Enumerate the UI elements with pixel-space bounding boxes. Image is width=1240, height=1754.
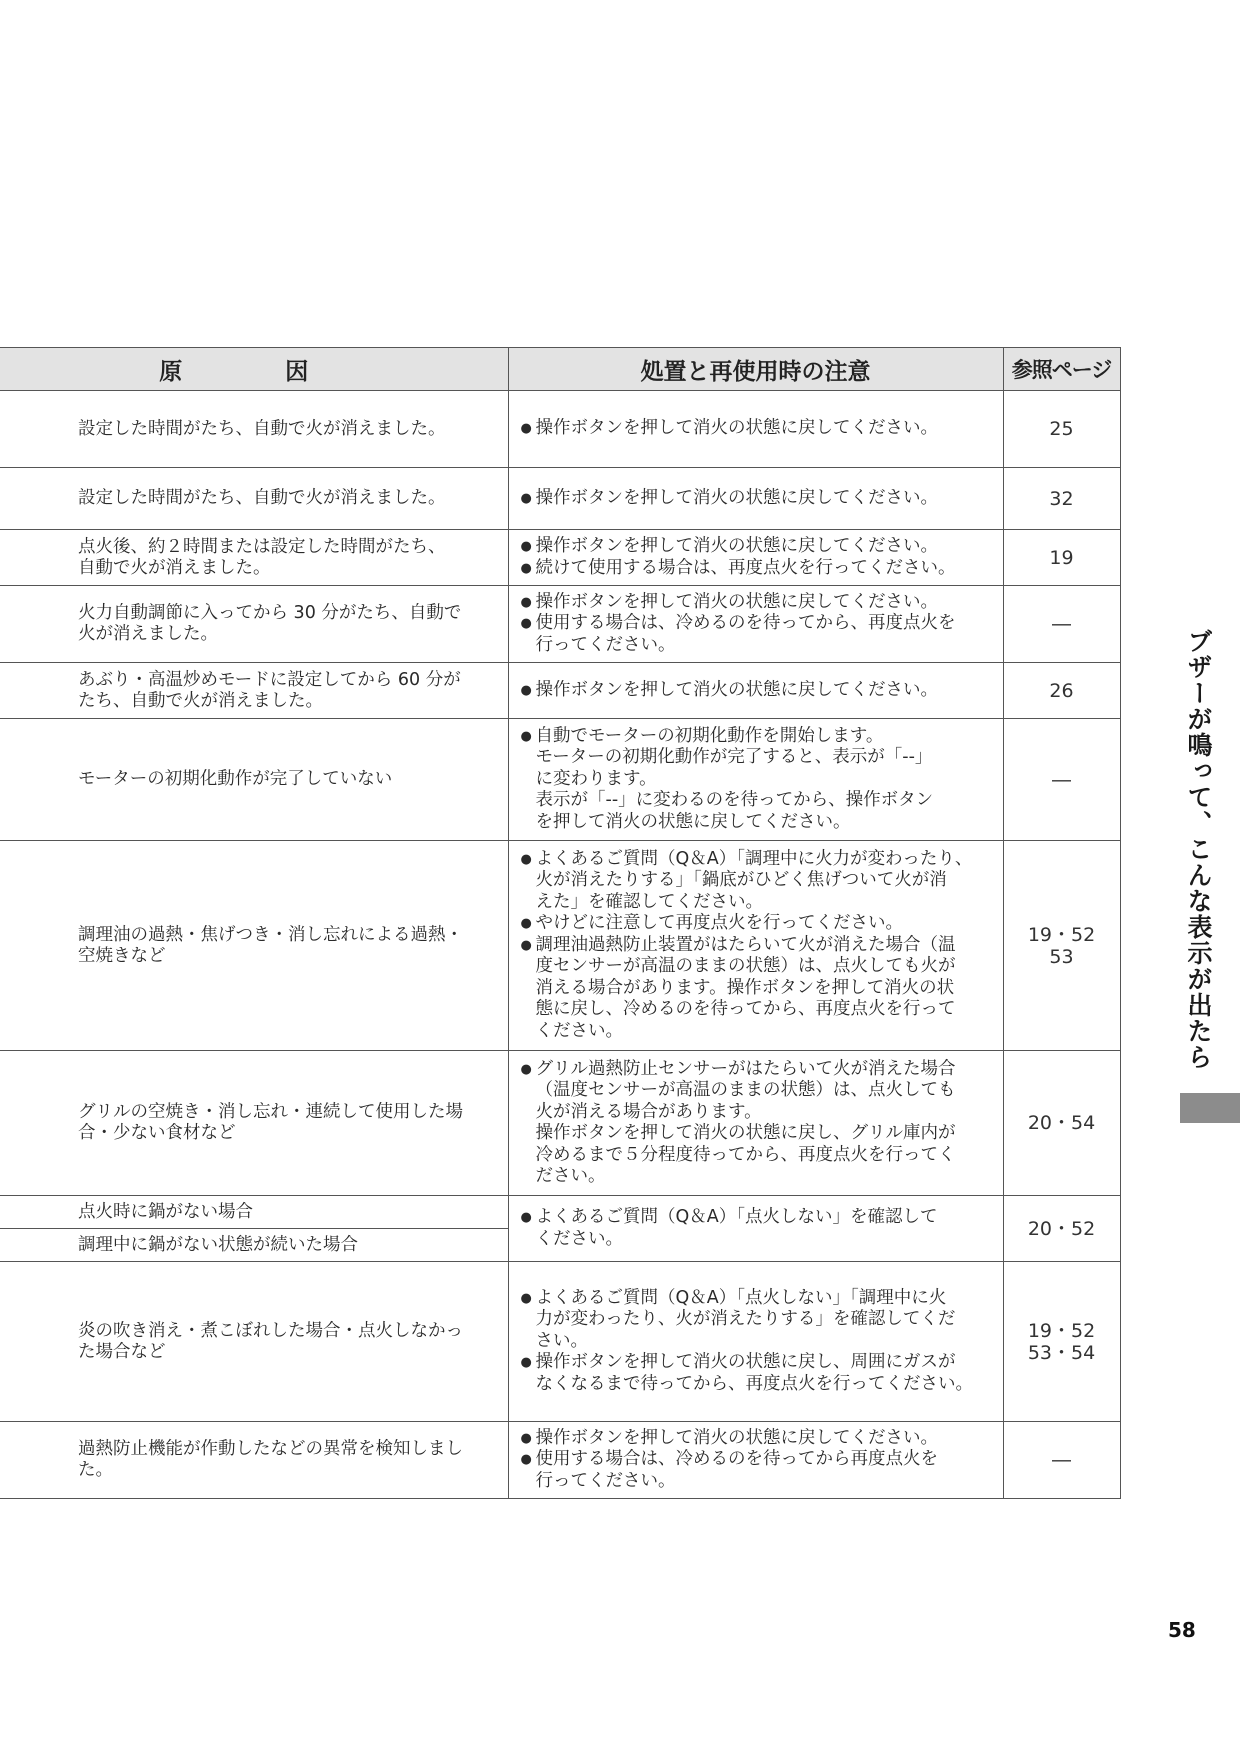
- reference-page-cell: [1003, 1051, 1120, 1196]
- cause-cell: [0, 530, 508, 586]
- cause-cell: [0, 468, 508, 530]
- cause-cell: [0, 663, 508, 719]
- bullet-icon: ●: [520, 1210, 532, 1225]
- action-cell: [508, 1422, 1003, 1499]
- cause-line: 設定した時間がたち、自動で火が消えました。: [78, 488, 446, 508]
- reference-page-cell: [1003, 841, 1120, 1051]
- action-line: 続けて使用する場合は、再度点火を行ってください。: [535, 557, 956, 578]
- action-text: [536, 1428, 995, 1450]
- cause-line: 自動で火が消えました。: [78, 557, 271, 578]
- action-line: よくあるご質問（Q＆A）「点火しない」を確認して: [535, 1207, 938, 1227]
- reference-page-number: 20・54: [1027, 1112, 1096, 1134]
- bullet-icon: ●: [520, 560, 532, 576]
- bullet-icon: ●: [520, 490, 532, 506]
- action-line: 冷めるまで５分程度待ってから、再度点火を行ってく: [535, 1144, 956, 1165]
- side-section-title: ブザーが鳴って、こんな表示が出たら: [1184, 628, 1213, 1070]
- cause-cell: [0, 1262, 508, 1422]
- reference-page-cell: [1003, 468, 1120, 530]
- cause-line: あぶり・高温炒めモードに設定してから 60 分が: [78, 669, 461, 690]
- action-cell: [508, 468, 1003, 530]
- bullet-icon: ●: [520, 1355, 532, 1371]
- table-row: [0, 1051, 1120, 1196]
- action-item: [521, 913, 995, 935]
- cause-line: グリルの空焼き・消し忘れ・連続して使用した場: [78, 1102, 463, 1122]
- action-line: 火が消えたりする」「鍋底がひどく焦げついて火が消: [535, 870, 947, 891]
- action-line: やけどに注意して再度点火を行ってください。: [535, 913, 903, 934]
- reference-page-cell: [1003, 1262, 1120, 1422]
- action-line: 操作ボタンを押して消火の状態に戻してください。: [535, 487, 938, 508]
- action-text: [536, 680, 995, 702]
- cause-cell: [0, 841, 508, 1051]
- action-item: [521, 418, 995, 440]
- cause-line: 点火後、約２時間または設定した時間がたち、: [78, 536, 446, 557]
- table-row: [0, 468, 1120, 530]
- cause-cell: [0, 586, 508, 663]
- reference-page-number: ―: [1052, 613, 1071, 635]
- table-body: [0, 391, 1120, 1499]
- action-text: [536, 1207, 995, 1250]
- cause-line: 合・少ない食材など: [78, 1123, 236, 1143]
- table-row: [0, 663, 1120, 719]
- action-cell: [508, 1262, 1003, 1422]
- action-line: 調理油過熱防止装置がはたらいて火が消えた場合（温: [535, 934, 956, 955]
- bullet-icon: ●: [520, 1452, 532, 1468]
- cause-cell: [0, 1422, 508, 1499]
- action-line: えた」を確認してください。: [535, 891, 763, 912]
- action-line: 操作ボタンを押して消火の状態に戻し、周囲にガスが: [535, 1352, 956, 1373]
- bullet-icon: ●: [520, 1061, 532, 1077]
- reference-page-cell: [1003, 719, 1120, 841]
- action-cell: [508, 391, 1003, 468]
- cause-line: 点火時に鍋がない場合: [78, 1201, 253, 1222]
- cause-line: た場合など: [78, 1341, 166, 1362]
- action-text: [536, 1288, 995, 1353]
- table-row: [0, 1262, 1120, 1422]
- action-item: [521, 1059, 995, 1188]
- action-line: ださい。: [535, 1166, 606, 1186]
- action-text: [536, 592, 995, 614]
- bullet-icon: ●: [520, 1430, 532, 1446]
- action-text: [536, 558, 995, 580]
- reference-page-number: 19・52: [1027, 1319, 1096, 1342]
- action-item: [521, 726, 995, 834]
- action-line: ください。: [535, 1228, 623, 1249]
- table-row: [0, 1196, 1120, 1229]
- action-line: 行ってください。: [535, 1470, 676, 1491]
- action-line: グリル過熱防止センサーがはたらいて火が消えた場合: [535, 1058, 956, 1079]
- action-text: [536, 1352, 995, 1395]
- reference-page-cell: [1003, 391, 1120, 468]
- cause-line: 過熱防止機能が作動したなどの異常を検知しまし: [78, 1439, 463, 1459]
- bullet-icon: ●: [520, 937, 532, 953]
- bullet-icon: ●: [520, 1290, 532, 1306]
- action-line: なくなるまで待ってから、再度点火を行ってください。: [535, 1373, 973, 1394]
- bullet-icon: ●: [520, 421, 532, 437]
- bullet-icon: ●: [520, 682, 532, 698]
- reference-page-number: 32: [1049, 487, 1074, 510]
- reference-page-number: 19: [1049, 546, 1074, 569]
- troubleshooting-table: [0, 347, 1121, 1499]
- reference-page-number: 20・52: [1027, 1217, 1096, 1240]
- page-number: 58: [1168, 1618, 1196, 1642]
- action-line: 度センサーが高温のままの状態）は、点火しても火が: [535, 956, 956, 977]
- cause-line: 調理油の過熱・焦げつき・消し忘れによる過熱・: [78, 924, 463, 945]
- table-header-row: [0, 348, 1120, 391]
- cause-line: 火力自動調節に入ってから 30 分がたち、自動で: [78, 603, 462, 623]
- action-line: に変わります。: [535, 768, 657, 789]
- action-text: [536, 536, 995, 558]
- action-line: を押して消火の状態に戻してください。: [535, 811, 851, 832]
- action-text: [536, 913, 995, 935]
- action-item: [521, 1207, 995, 1250]
- reference-page-number: 26: [1049, 679, 1074, 702]
- action-text: [536, 1449, 995, 1492]
- reference-page-number: ―: [1052, 768, 1071, 791]
- cause-line: たち、自動で火が消えました。: [78, 690, 323, 711]
- action-item: [521, 536, 995, 558]
- cause-line: 調理中に鍋がない状態が続いた場合: [78, 1234, 358, 1255]
- action-item: [521, 1352, 995, 1395]
- action-text: [536, 613, 995, 656]
- action-line: よくあるご質問（Q＆A）「調理中に火力が変わったり、: [535, 848, 973, 869]
- action-line: 操作ボタンを押して消火の状態に戻してください。: [535, 1427, 938, 1448]
- action-cell: [508, 841, 1003, 1051]
- table-row: [0, 391, 1120, 468]
- bullet-icon: ●: [520, 916, 532, 932]
- header-action: 処置と再使用時の注意: [508, 348, 1003, 391]
- table-row: [0, 530, 1120, 586]
- action-cell: [508, 530, 1003, 586]
- bullet-icon: ●: [520, 616, 532, 632]
- action-cell: [508, 1196, 1003, 1262]
- action-item: [521, 849, 995, 914]
- cause-line: 空焼きなど: [78, 945, 166, 966]
- cause-cell: [0, 1229, 508, 1262]
- side-index-tab: [1180, 1093, 1240, 1123]
- bullet-icon: ●: [520, 539, 532, 554]
- reference-page-number: 19・52: [1027, 923, 1096, 946]
- table-row: [0, 1422, 1120, 1499]
- reference-page-number: 25: [1049, 418, 1074, 440]
- action-item: [521, 680, 995, 702]
- action-line: ください。: [535, 1020, 623, 1041]
- action-line: さい。: [535, 1330, 588, 1351]
- action-line: よくあるご質問（Q＆A）「点火しない」「調理中に火: [535, 1287, 947, 1308]
- action-line: 使用する場合は、冷めるのを待ってから再度点火を: [535, 1449, 938, 1470]
- action-line: 操作ボタンを押して消火の状態に戻してください。: [535, 536, 938, 556]
- action-line: （温度センサーが高温のままの状態）は、点火しても: [535, 1080, 956, 1100]
- cause-cell: [0, 1051, 508, 1196]
- action-line: 消える場合があります。操作ボタンを押して消火の状: [535, 977, 955, 998]
- action-item: [521, 592, 995, 614]
- action-cell: [508, 663, 1003, 719]
- action-line: 態に戻し、冷めるのを待ってから、再度点火を行って: [535, 999, 956, 1020]
- action-text: [536, 935, 995, 1043]
- action-text: [536, 726, 995, 834]
- cause-cell: [0, 1196, 508, 1229]
- table-row: [0, 841, 1120, 1051]
- action-item: [521, 613, 995, 656]
- cause-line: 炎の吹き消え・煮こぼれした場合・点火しなかっ: [78, 1320, 463, 1341]
- table-row: [0, 719, 1120, 841]
- reference-page-number: 53・54: [1027, 1341, 1096, 1364]
- header-reference-page: 参照ページ: [1003, 348, 1120, 391]
- action-line: 行ってください。: [535, 634, 676, 655]
- reference-page-cell: [1003, 586, 1120, 663]
- cause-line: た。: [78, 1460, 113, 1480]
- reference-page-cell: [1003, 530, 1120, 586]
- action-line: 表示が「--」に変わるのを待ってから、操作ボタン: [535, 790, 934, 811]
- reference-page-cell: [1003, 1422, 1120, 1499]
- action-line: 操作ボタンを押して消火の状態に戻してください。: [535, 418, 938, 439]
- bullet-icon: ●: [520, 594, 532, 610]
- action-line: 操作ボタンを押して消火の状態に戻し、グリル庫内が: [535, 1123, 956, 1143]
- header-cause: 原 因: [0, 348, 508, 391]
- action-line: 操作ボタンを押して消火の状態に戻してください。: [535, 591, 938, 612]
- action-item: [521, 1449, 995, 1492]
- action-item: [521, 488, 995, 510]
- action-line: 力が変わったり、火が消えたりする」を確認してくだ: [535, 1309, 956, 1330]
- bullet-icon: ●: [520, 851, 532, 867]
- reference-page-cell: [1003, 1196, 1120, 1262]
- action-line: モーターの初期化動作が完了すると、表示が「--」: [535, 747, 933, 768]
- reference-page-cell: [1003, 663, 1120, 719]
- action-item: [521, 558, 995, 580]
- cause-line: 火が消えました。: [78, 624, 218, 644]
- reference-page-number: ―: [1052, 1449, 1071, 1471]
- bullet-icon: ●: [520, 728, 532, 744]
- action-item: [521, 1288, 995, 1353]
- action-item: [521, 935, 995, 1043]
- action-line: 火が消える場合があります。: [535, 1101, 762, 1122]
- cause-line: モーターの初期化動作が完了していない: [78, 769, 393, 789]
- action-item: [521, 1428, 995, 1450]
- cause-cell: [0, 391, 508, 468]
- action-text: [536, 488, 995, 510]
- action-cell: [508, 719, 1003, 841]
- action-cell: [508, 586, 1003, 663]
- action-line: 使用する場合は、冷めるのを待ってから、再度点火を: [535, 613, 956, 634]
- action-cell: [508, 1051, 1003, 1196]
- cause-cell: [0, 719, 508, 841]
- reference-page-number: 53: [1049, 945, 1074, 968]
- table-row: [0, 586, 1120, 663]
- cause-line: 設定した時間がたち、自動で火が消えました。: [78, 418, 446, 439]
- action-text: [536, 849, 995, 914]
- action-line: 操作ボタンを押して消火の状態に戻してください。: [535, 679, 938, 700]
- action-text: [536, 418, 995, 440]
- action-line: 自動でモーターの初期化動作を開始します。: [535, 725, 884, 746]
- action-text: [536, 1059, 995, 1188]
